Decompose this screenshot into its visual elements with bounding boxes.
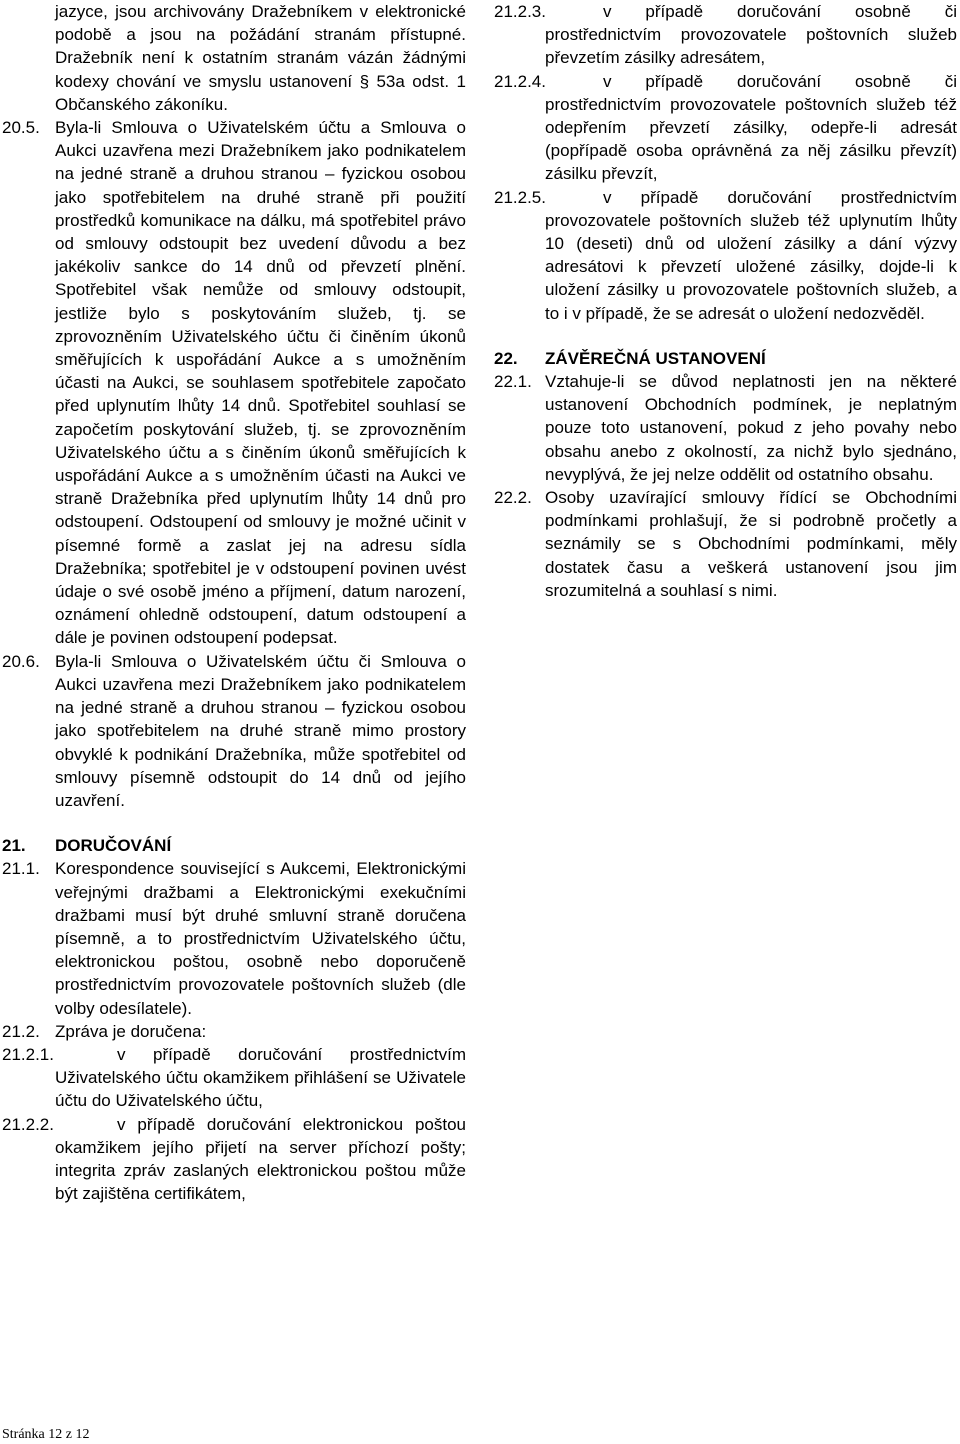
section-text: v případě doručování elektronickou poštou okamžikem jejího přijetí na server příchozí pošty; integrita zpráv zaslaných elektronickou poštou může být zajištěna certifikátem, — [55, 1114, 466, 1204]
section-text: v případě doručování prostřednictvím Uživatelského účtu okamžikem přihlášení se Uživatele účtu do Uživatelského účtu, — [55, 1044, 466, 1111]
right-column — [494, 0, 957, 602]
section-text: v případě doručování osobně či prostřednictvím provozovatele poštovních služeb též odepřením převzetí zásilky, odepře-li adresát (popřípadě osoba oprávněná za něj zásilku převzít) zásilku převzít, — [545, 71, 957, 184]
heading-number: 21. — [2, 836, 26, 856]
heading-22 — [494, 347, 957, 370]
section-20-4-continuation: jazyce, jsou archivovány Dražebníkem v elektronické podobě a jsou na požádání stranám přístupné. Dražebník není k ostatním stranám vázán žádnými kodexy chování ve smyslu ustanovení § 53a odst. 1 Občanského zákoníku. — [55, 2, 466, 114]
section-text: Byla-li Smlouva o Uživatelském účtu a Smlouva o Aukci uzavřena mezi Dražebníkem jako podnikatelem na jedné straně a druhou stranou – fyzickou osobou jako spotřebitelem na druhé straně při použití prostředků komunikace na dálku, má spotřebitel právo od smlouvy odstoupit bez uvedení důvodu a bez jakékoliv sankce do 14 dnů od převzetí plnění. Spotřebitel však nemůže od smlouvy odstoupit, jestliže bylo s poskytováním služeb, tj. se zprovozněním Uživatelského účtu či činěním úkonů směřujících k uspořádání Aukce a s umožněním účasti na Aukci, se souhlasem spotřebitele započato před uplynutím lhůty 14 dnů. Spotřebitel souhlasí se započetím poskytování služeb, tj. se zprovozněním Uživatelského účtu a s činěním úkonů směřujících k uspořádání Aukce a s umožněním účasti na Aukci ve straně Dražebníka před uplynutím lhůty 14 dnů pro odstoupení. Odstoupení od smlouvy je možné učinit v písemné formě a zaslat jej na adresu sídla Dražebníka; spotřebitel je v odstoupení povinen uvést údaje o své osobě jméno a příjmení, datum narození, oznámení ohledně odstoupení, datum odstoupení a dále je povinen odstoupení podepsat. — [55, 118, 466, 648]
section-21-2 — [2, 1020, 466, 1043]
section-text: Korespondence související s Aukcemi, Elektronickými veřejnými dražbami a Elektronickými exekučními dražbami musí být druhé smluvní straně doručena písemně, a to prostřednictvím Uživatelského účtu, elektronickou poštou, osobně nebo doporučeně prostřednictvím provozovatele poštovních služeb (dle volby odesílatele). — [55, 859, 466, 1018]
section-text: Vztahuje-li se důvod neplatnosti jen na některé ustanovení Obchodních podmínek, je neplatným pouze toto ustanovení, pokud z jeho povahy nebo obsahu anebo z okolností, za nichž bylo sjednáno, nevyplývá, že jej nelze oddělit od ostatního obsahu. — [545, 372, 957, 484]
section-21-1 — [2, 857, 466, 1019]
page-footer: Stránka 12 z 12 — [2, 1427, 90, 1442]
left-column — [2, 0, 466, 1205]
section-20-6 — [2, 650, 466, 812]
section-number: 21.2. — [2, 1021, 40, 1041]
section-text: v případě doručování osobně či prostřednictvím provozovatele poštovních služeb převzetím zásilky adresátem, — [545, 2, 957, 68]
heading-title: ZÁVĚREČNÁ USTANOVENÍ — [545, 348, 766, 368]
section-number: 21.2.4. — [494, 71, 546, 91]
section-22-2 — [494, 486, 957, 602]
section-21-2-2 — [2, 1113, 466, 1206]
section-number: 21.2.2. — [2, 1114, 54, 1134]
section-22-1 — [494, 370, 957, 486]
section-text: Zpráva je doručena: — [55, 1021, 207, 1041]
section-number: 22.1. — [494, 372, 532, 392]
heading-number: 22. — [494, 348, 518, 368]
section-21-2-4 — [494, 70, 957, 186]
section-21-2-1 — [2, 1043, 466, 1113]
section-text: Osoby uzavírající smlouvy řídící se Obchodními podmínkami prohlašují, že si podrobně pročetly a seznámily se s Obchodními podmínkami, měly dostatek času a veškerá ustanovení jsou jim srozumitelná a souhlasí s nimi. — [545, 488, 957, 600]
section-number: 20.6. — [2, 651, 40, 671]
section-number: 20.5. — [2, 118, 40, 138]
section-20-5 — [2, 116, 466, 650]
section-21-2-5 — [494, 186, 957, 325]
section-number: 21.2.3. — [494, 2, 546, 21]
section-number: 21.1. — [2, 859, 40, 879]
section-text: v případě doručování prostřednictvím provozovatele poštovních služeb též uplynutím lhůty 10 (deseti) dnů od uložení zásilky a dání výzvy adresátovi k převzetí uložené zásilky, dojde-li k uložení zásilky u provozovatele poštovních služeb, a to i v případě, že se adresát o uložení nedozvěděl. — [545, 187, 957, 323]
heading-21 — [2, 834, 466, 857]
section-number: 21.2.5. — [494, 187, 546, 207]
section-text: Byla-li Smlouva o Uživatelském účtu či Smlouva o Aukci uzavřena mezi Dražebníkem jako podnikatelem na jedné straně a druhou stranou – fyzickou osobou jako spotřebitelem na druhé straně mimo prostory obvyklé k podnikání Dražebníka, může spotřebitel od smlouvy písemně odstoupit do 14 dnů od jejího uzavření. — [55, 651, 466, 810]
section-number: 21.2.1. — [2, 1044, 54, 1064]
section-number: 22.2. — [494, 488, 532, 508]
heading-title: DORUČOVÁNÍ — [55, 836, 172, 856]
section-21-2-3 — [494, 0, 957, 70]
